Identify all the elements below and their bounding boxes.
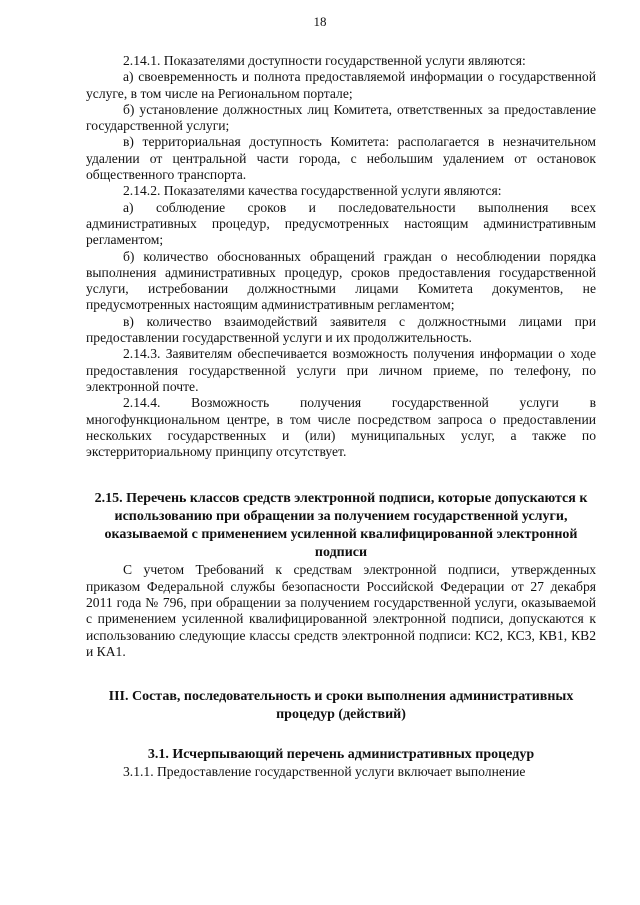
section-3-1-1-paragraph: 3.1.1. Предоставление государственной услуги включает выполнение xyxy=(123,764,526,780)
page-body xyxy=(86,53,596,781)
section-2-15-paragraph: С учетом Требований к средствам электронной подписи, утвержденных приказом Федеральной службы безопасности Российской Федерации от 27 декабря 2011 года № 796, при обращении за получением государственной услуги, оказываемой с применением усиленной квалифицированной электронной подписи, допускаются к использованию следующие классы средств электронной подписи: КС2, КС3, КВ1, КВ2 и КА1. xyxy=(86,562,596,659)
page-number: 18 xyxy=(313,14,327,29)
paragraph-2-14-2: 2.14.2. Показателями качества государственной услуги являются: xyxy=(123,183,502,199)
section-2-15-heading: 2.15. Перечень классов средств электронной подписи, которые допускаются к использованию при обращении за получением государственной услуги, оказываемой с применением усиленной квалифицированной электронной подписи xyxy=(94,491,588,561)
section-3-1-heading: 3.1. Исчерпывающий перечень административных процедур xyxy=(147,747,535,763)
paragraph-2-14-2-a: а) соблюдение сроков и последовательности выполнения всех административных процедур, предусмотренных настоящим административным регламентом; xyxy=(86,199,596,248)
paragraph-2-14-1-a: а) своевременность и полнота предоставляемой информации о государственной услуге, в том числе на Региональном портале; xyxy=(86,69,596,101)
paragraph-2-14-1: 2.14.1. Показателями доступности государственной услуги являются: xyxy=(123,53,526,68)
paragraph-2-14-2-b: б) количество обоснованных обращений граждан о несоблюдении порядка выполнения административных процедур, сроков предоставления государственной услуги, истребовании должностными лицами Комитета документов, не предусмотренных настоящим административным регламентом; xyxy=(86,248,596,313)
section-3-heading: III. Состав, последовательность и сроки выполнения административных процедур (действий) xyxy=(108,689,574,723)
paragraph-2-14-4: 2.14.4. Возможность получения государственной услуги в многофункциональном центре, в том числе посредством запроса о предоставлении нескольких государственных и (или) муниципальных услуг, а также по экстерриториальному принципу отсутствует. xyxy=(86,395,596,460)
paragraph-2-14-2-c: в) количество взаимодействий заявителя с должностными лицами при предоставлении государственной услуги и их продолжительность. xyxy=(86,313,596,346)
paragraph-2-14-3: 2.14.3. Заявителям обеспечивается возможность получения информации о ходе предоставления государственной услуги при личном приеме, по телефону, по электронной почте. xyxy=(86,346,596,394)
paragraph-2-14-1-c: в) территориальная доступность Комитета: располагается в незначительном удалении от центральной части города, с небольшим удалением от остановок общественного транспорта. xyxy=(86,134,596,183)
paragraph-2-14-1-b: б) установление должностных лиц Комитета, ответственных за предоставление государственной услуги; xyxy=(86,101,596,134)
